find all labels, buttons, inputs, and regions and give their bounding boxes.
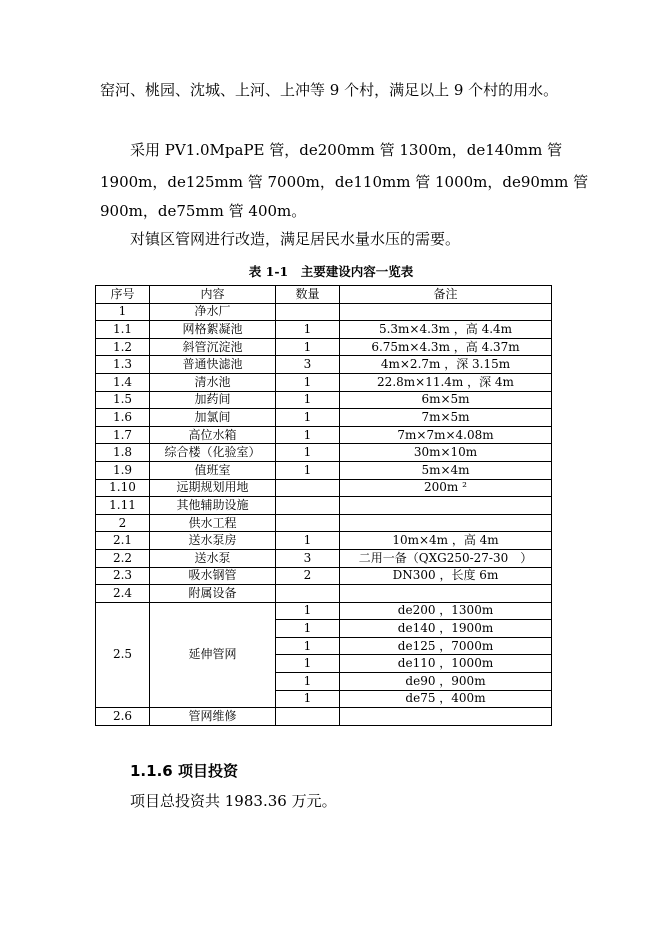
header-cell: 内容 [150, 286, 276, 304]
table-cell: DN300 ，长度 6m [340, 567, 552, 585]
table-cell: 2.1 [96, 532, 150, 550]
table-cell: 附属设备 [150, 585, 276, 603]
table-cell: de125 ，7000m [340, 637, 552, 655]
table-cell [276, 585, 340, 603]
table-cell: 1.2 [96, 338, 150, 356]
table-cell: 1.7 [96, 426, 150, 444]
table-row [96, 497, 552, 515]
table-cell: 1 [276, 690, 340, 708]
table-cell [276, 479, 340, 497]
header-cell: 数量 [276, 286, 340, 304]
table-cell: 1.4 [96, 373, 150, 391]
table-cell: 1 [276, 338, 340, 356]
table-row [96, 532, 552, 550]
table-cell: 5m×4m [340, 461, 552, 479]
table-row [96, 373, 552, 391]
table-cell [340, 585, 552, 603]
table-cell: 6m×5m [340, 391, 552, 409]
table-row [96, 708, 552, 726]
table-header-row [96, 286, 552, 304]
table-cell: 1.3 [96, 356, 150, 374]
table-row [96, 567, 552, 585]
table-row [96, 549, 552, 567]
table-cell [340, 708, 552, 726]
table-cell: 1.5 [96, 391, 150, 409]
table-cell: 其他辅助设施 [150, 497, 276, 515]
table-cell: 加氯间 [150, 409, 276, 427]
table-cell [276, 497, 340, 515]
table-cell: 2 [276, 567, 340, 585]
table-row [96, 321, 552, 339]
table-cell: 吸水钢管 [150, 567, 276, 585]
table-cell [340, 497, 552, 515]
table-cell: 1 [276, 461, 340, 479]
table-row [96, 409, 552, 427]
table-cell: 普通快滤池 [150, 356, 276, 374]
table-cell: de200 ，1300m [340, 602, 552, 620]
table-cell: 2.5 [96, 602, 150, 708]
table-cell: 1 [276, 673, 340, 691]
table-row [96, 585, 552, 603]
table-cell: 2.6 [96, 708, 150, 726]
table-cell: 1 [276, 426, 340, 444]
table-row [96, 303, 552, 321]
table-cell: 4m×2.7m ，深 3.15m [340, 356, 552, 374]
table-cell: 1 [276, 532, 340, 550]
table-cell: 1 [96, 303, 150, 321]
construction-table [95, 285, 552, 726]
table-cell: 3 [276, 356, 340, 374]
table-cell: 净水厂 [150, 303, 276, 321]
table-row [96, 338, 552, 356]
investment-text: 项目总投资共 1983.36 万元。 [130, 792, 337, 810]
table-cell: 30m×10m [340, 444, 552, 462]
table-cell: 供水工程 [150, 514, 276, 532]
section-number: 1.1.6 [130, 762, 173, 780]
table-cell: 2 [96, 514, 150, 532]
table-cell: 1 [276, 373, 340, 391]
table-row [96, 514, 552, 532]
table-cell: 延伸管网 [150, 602, 276, 708]
table-cell: 1.8 [96, 444, 150, 462]
table-cell [276, 303, 340, 321]
table-cell: 值班室 [150, 461, 276, 479]
table-cell: de140 ，1900m [340, 620, 552, 638]
table-cell: 送水泵房 [150, 532, 276, 550]
paragraph-villages: 窑河、桃园、沈城、上河、上冲等 9 个村，满足以上 9 个村的用水。 [100, 81, 559, 99]
table-cell: 远期规划用地 [150, 479, 276, 497]
table-cell: 200m ² [340, 479, 552, 497]
table-cell: de90 ，900m [340, 673, 552, 691]
table-cell: 1 [276, 655, 340, 673]
section-title: 项目投资 [178, 762, 239, 780]
table-cell: 管网维修 [150, 708, 276, 726]
table-cell: 综合楼（化验室） [150, 444, 276, 462]
table-cell: 3 [276, 549, 340, 567]
table-row [96, 444, 552, 462]
table-row [96, 356, 552, 374]
table-body [96, 286, 552, 726]
table-cell: 网格絮凝池 [150, 321, 276, 339]
table-row [96, 602, 552, 620]
header-cell: 备注 [340, 286, 552, 304]
table-cell: 1.10 [96, 479, 150, 497]
table-cell [276, 708, 340, 726]
table-caption: 表 1-1 主要建设内容一览表 [248, 264, 414, 279]
paragraph-renovation: 对镇区管网进行改造，满足居民水量水压的需要。 [130, 230, 461, 248]
table-cell: 1 [276, 637, 340, 655]
table-cell: 斜管沉淀池 [150, 338, 276, 356]
table-cell: 10m×4m ，高 4m [340, 532, 552, 550]
paragraph-pipes-line3: 900m，de75mm 管 400m。 [100, 202, 307, 220]
section-heading [130, 760, 238, 781]
table-cell [340, 303, 552, 321]
table-cell: 二用一备（QXG250-27-30 ） [340, 549, 552, 567]
paragraph-pipes-line2: 1900m，de125mm 管 7000m，de110mm 管 1000m，de90mm 管 [100, 173, 589, 191]
table-cell: 送水泵 [150, 549, 276, 567]
table-cell: de110 ，1000m [340, 655, 552, 673]
table-row [96, 391, 552, 409]
table-cell: 6.75m×4.3m ，高 4.37m [340, 338, 552, 356]
header-cell: 序号 [96, 286, 150, 304]
table-cell: 2.2 [96, 549, 150, 567]
paragraph-pipes-line1: 采用 PV1.0MpaPE 管，de200mm 管 1300m，de140mm 管 [130, 141, 563, 159]
table-cell: 2.4 [96, 585, 150, 603]
table-cell: 1.6 [96, 409, 150, 427]
table-row [96, 461, 552, 479]
table-row [96, 426, 552, 444]
table-cell: 加药间 [150, 391, 276, 409]
table-cell: 1.11 [96, 497, 150, 515]
table-cell: 高位水箱 [150, 426, 276, 444]
table-cell: 1 [276, 391, 340, 409]
table-cell: 7m×5m [340, 409, 552, 427]
table-cell [276, 514, 340, 532]
table-cell: 22.8m×11.4m ，深 4m [340, 373, 552, 391]
table-cell: 1 [276, 409, 340, 427]
table-cell: 1 [276, 321, 340, 339]
table-cell [340, 514, 552, 532]
table-cell: 1 [276, 620, 340, 638]
table-row [96, 479, 552, 497]
table-cell: 5.3m×4.3m ，高 4.4m [340, 321, 552, 339]
table-cell: 2.3 [96, 567, 150, 585]
table-cell: 1.9 [96, 461, 150, 479]
table-cell: 1.1 [96, 321, 150, 339]
table-cell: 1 [276, 602, 340, 620]
table-cell: 1 [276, 444, 340, 462]
table-cell: 7m×7m×4.08m [340, 426, 552, 444]
table-cell: de75 ，400m [340, 690, 552, 708]
table-cell: 清水池 [150, 373, 276, 391]
